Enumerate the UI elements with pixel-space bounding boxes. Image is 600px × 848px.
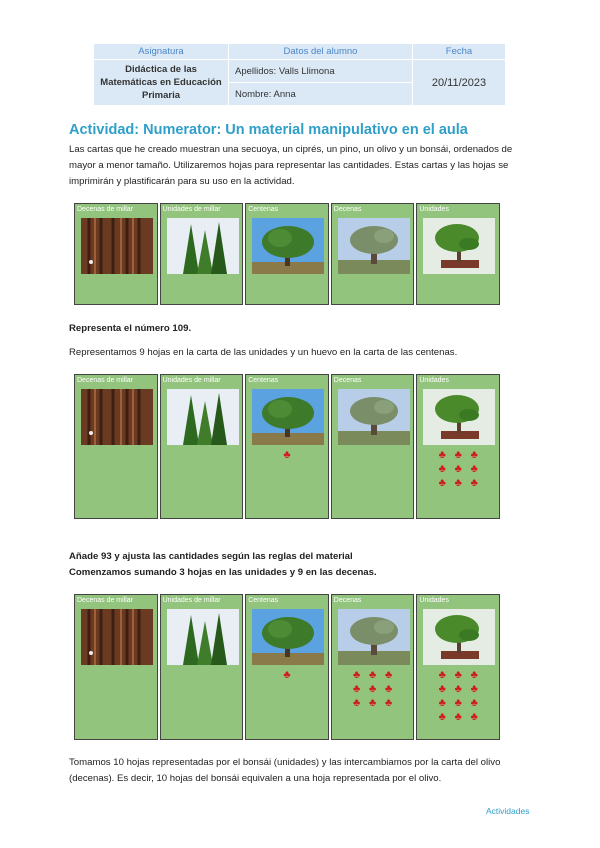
cards-row-intro <box>74 203 500 305</box>
leaf-icon: ♣ <box>352 683 361 695</box>
card-label: Unidades <box>419 206 449 213</box>
leaf-icon: ♣ <box>454 477 462 489</box>
olive-photo <box>338 609 410 665</box>
card-ten-thousands <box>74 594 158 740</box>
card-units <box>416 203 500 305</box>
activity-title: Actividad: Numerator: Un material manipulativo en el aula <box>69 122 468 138</box>
task-add-93: Añade 93 y ajusta las cantidades según las reglas del material <box>69 551 353 562</box>
leaf-icon: ♣ <box>470 477 478 489</box>
leaf-group <box>417 669 499 723</box>
card-label: Centenas <box>248 597 279 604</box>
leaf-icon: ♣ <box>470 669 478 681</box>
bonsai-photo <box>423 609 495 665</box>
card-tens <box>331 203 415 305</box>
card-label: Unidades de millar <box>162 206 221 213</box>
header-date-label: Fecha <box>413 44 506 60</box>
card-label: Unidades de millar <box>162 377 221 384</box>
card-label: Decenas de millar <box>77 377 134 384</box>
card-label: Decenas <box>333 206 362 213</box>
footer-label: Actividades <box>486 806 530 816</box>
leaf-icon: ♣ <box>454 711 462 723</box>
sequoia-photo <box>81 609 153 665</box>
cards-row-109 <box>74 374 500 519</box>
card-hundreds <box>245 374 329 519</box>
pine-photo <box>252 609 324 665</box>
card-thousands <box>160 203 244 305</box>
card-label: Unidades de millar <box>162 597 221 604</box>
sequoia-photo <box>81 218 153 274</box>
leaf-group <box>246 449 328 461</box>
leaf-icon: ♣ <box>454 669 462 681</box>
surname-value: Apellidos: Valls Llimona <box>229 60 413 83</box>
card-label: Unidades <box>419 597 449 604</box>
bonsai-photo <box>423 218 495 274</box>
card-thousands <box>160 374 244 519</box>
leaf-icon: ♣ <box>283 449 291 461</box>
header-table <box>93 43 506 106</box>
leaf-icon: ♣ <box>470 711 478 723</box>
leaf-icon: ♣ <box>384 697 393 709</box>
leaf-icon: ♣ <box>352 669 361 681</box>
card-label: Decenas de millar <box>77 206 134 213</box>
card-tens <box>331 374 415 519</box>
card-thousands <box>160 594 244 740</box>
leaf-icon: ♣ <box>283 669 291 681</box>
leaf-icon: ♣ <box>470 449 478 461</box>
card-ten-thousands <box>74 203 158 305</box>
bonsai-photo <box>423 389 495 445</box>
header-student-label: Datos del alumno <box>229 44 413 60</box>
card-hundreds <box>245 594 329 740</box>
leaf-icon: ♣ <box>470 683 478 695</box>
subject-value: Didáctica de las Matemáticas en Educación Primaria <box>94 60 229 106</box>
leaf-icon: ♣ <box>438 669 446 681</box>
leaf-icon: ♣ <box>438 683 446 695</box>
pine-photo <box>252 218 324 274</box>
intro-paragraph: Las cartas que he creado muestran una secuoya, un ciprés, un pino, un olivo y un bonsái, ordenados de mayor a menor tamaño. Utilizaremos hojas para representar las cantidades. Estas cartas y las hojas se imprimirán y plastificarán para su uso en la actividad. <box>69 144 513 187</box>
leaf-group <box>332 669 414 709</box>
leaf-icon: ♣ <box>368 697 377 709</box>
card-units <box>416 594 500 740</box>
card-label: Decenas <box>333 377 362 384</box>
leaf-icon: ♣ <box>352 697 361 709</box>
card-label: Decenas <box>333 597 362 604</box>
card-hundreds <box>245 203 329 305</box>
olive-photo <box>338 218 410 274</box>
leaf-group <box>417 449 499 489</box>
card-ten-thousands <box>74 374 158 519</box>
leaf-icon: ♣ <box>454 463 462 475</box>
leaf-icon: ♣ <box>470 463 478 475</box>
card-tens <box>331 594 415 740</box>
task-represent-description: Representamos 9 hojas en la carta de las unidades y un huevo en la carta de las centenas. <box>69 347 458 358</box>
leaf-icon: ♣ <box>368 669 377 681</box>
leaf-icon: ♣ <box>470 697 478 709</box>
leaf-icon: ♣ <box>438 477 446 489</box>
leaf-icon: ♣ <box>454 449 462 461</box>
card-label: Unidades <box>419 377 449 384</box>
task-exchange-paragraph: Tomamos 10 hojas representadas por el bonsái (unidades) y las intercambiamos por la carta del olivo (decenas). Es decir, 10 hojas del bonsái equivalen a una hoja representada por el olivo. <box>69 757 501 784</box>
leaf-icon: ♣ <box>454 697 462 709</box>
cypress-photo <box>167 218 239 274</box>
leaf-icon: ♣ <box>454 683 462 695</box>
cypress-photo <box>167 389 239 445</box>
task-represent-109: Representa el número 109. <box>69 323 192 334</box>
leaf-group <box>246 669 328 681</box>
pine-photo <box>252 389 324 445</box>
name-value: Nombre: Anna <box>229 83 413 106</box>
cypress-photo <box>167 609 239 665</box>
leaf-icon: ♣ <box>438 711 446 723</box>
leaf-icon: ♣ <box>368 683 377 695</box>
leaf-icon: ♣ <box>438 449 446 461</box>
leaf-icon: ♣ <box>384 669 393 681</box>
card-label: Centenas <box>248 206 279 213</box>
date-value: 20/11/2023 <box>413 60 506 106</box>
leaf-icon: ♣ <box>438 697 446 709</box>
card-label: Decenas de millar <box>77 597 134 604</box>
cards-row-add <box>74 594 500 740</box>
sequoia-photo <box>81 389 153 445</box>
task-add-93-step: Comenzamos sumando 3 hojas en las unidades y 9 en las decenas. <box>69 567 377 578</box>
card-label: Centenas <box>248 377 279 384</box>
leaf-icon: ♣ <box>438 463 446 475</box>
leaf-icon: ♣ <box>384 683 393 695</box>
card-units <box>416 374 500 519</box>
olive-photo <box>338 389 410 445</box>
header-subject-label: Asignatura <box>94 44 229 60</box>
